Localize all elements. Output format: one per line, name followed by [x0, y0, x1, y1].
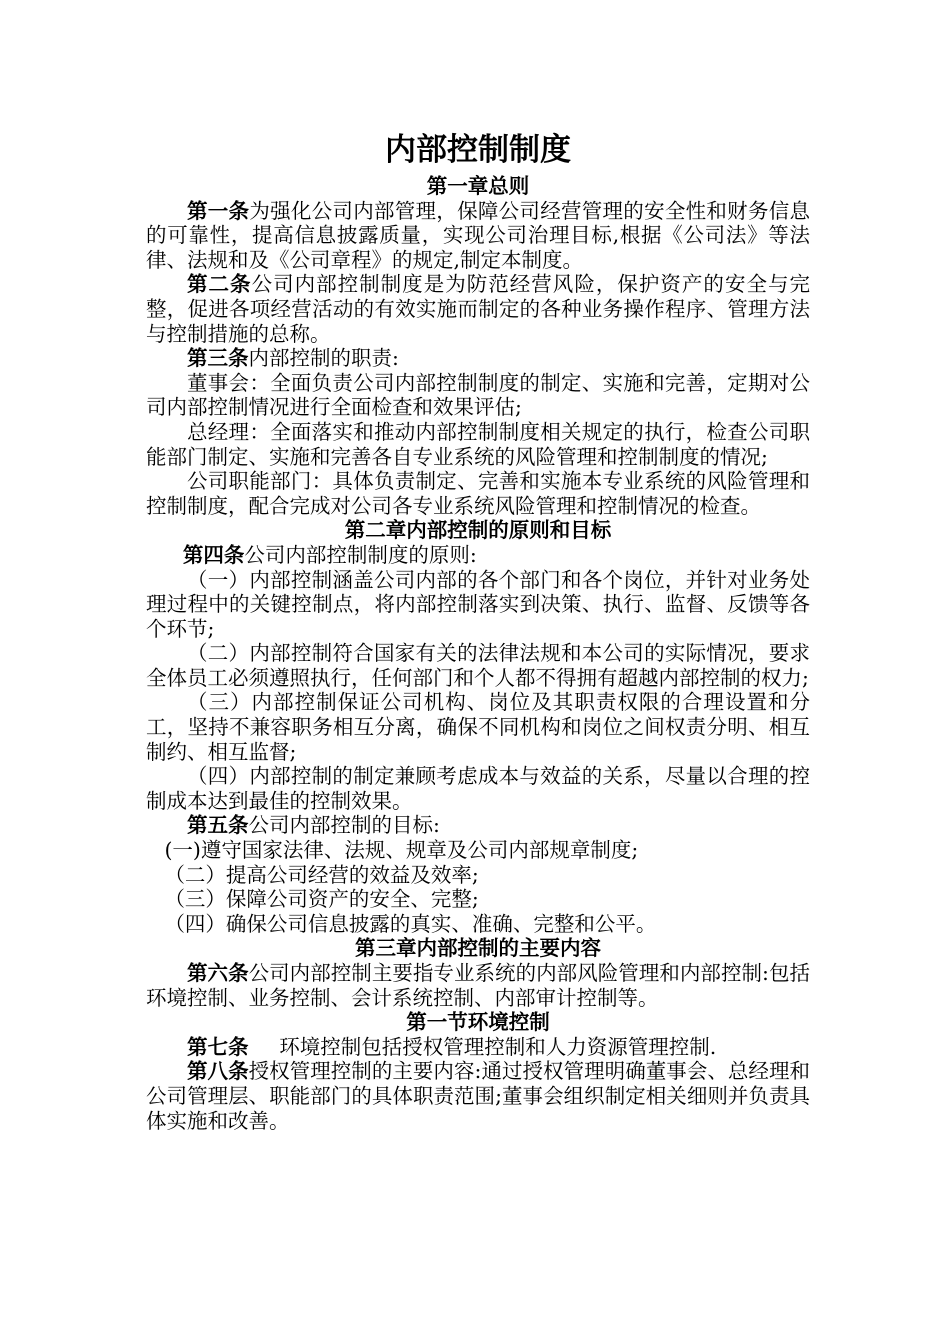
section-heading: 第一节环境控制 [406, 1010, 550, 1035]
principle-paragraph: （四）内部控制的制定兼顾考虑成本与效益的关系，尽量以合理的控制成本达到最佳的控制效果。 [146, 764, 810, 813]
article-text: 公司内部控制制度是为防范经营风险，保护资产的安全与完整，促进各项经营活动的有效实施而制定的各种业务操作程序、管理方法与控制措施的总称。 [146, 272, 811, 346]
article-paragraph [146, 272, 810, 346]
article-paragraph [146, 1059, 810, 1133]
article-text: 公司内部控制制度的原则: [244, 542, 477, 567]
chapter-heading: 第一章总则 [426, 174, 530, 198]
article-label: 第七条 [187, 1034, 249, 1059]
article-paragraph [146, 961, 810, 1010]
article-label: 第六条 [187, 961, 249, 985]
goal-item: （三）保障公司资产的安全、完整; [164, 887, 479, 912]
goal-item: （二）提高公司经营的效益及效率; [164, 862, 479, 887]
article-paragraph [146, 346, 810, 371]
duty-gm-paragraph: 总经理：全面落实和推动内部控制制度相关规定的执行，检查公司职能部门制定、实施和完善各自专业系统的风险管理和控制制度的情况; [146, 419, 810, 469]
article-text: 为强化公司内部管理，保障公司经营管理的安全性和财务信息的可靠性，提高信息披露质量，实现公司治理目标,根据《公司法》等法律、法规和及《公司章程》的规定,制定本制度。 [146, 198, 810, 272]
article-text: 公司内部控制主要指专业系统的内部风险管理和内部控制:包括环境控制、业务控制、会计系统控制、内部审计控制等。 [146, 961, 810, 1010]
chapter-heading: 第二章内部控制的原则和目标 [344, 518, 612, 543]
article-label: 第五条 [187, 813, 249, 838]
article-text: 环境控制包括授权管理控制和人力资源管理控制. [279, 1034, 717, 1059]
article-paragraph [146, 813, 810, 838]
document-title: 内部控制制度 [385, 132, 571, 168]
principle-paragraph: （三）内部控制保证公司机构、岗位及其职责权限的合理设置和分工，坚持不兼容职务相互分离，确保不同机构和岗位之间权责分明、相互制约、相互监督; [146, 690, 810, 764]
principle-paragraph: （二）内部控制符合国家有关的法律法规和本公司的实际情况，要求全体员工必须遵照执行，任何部门和个人都不得拥有超越内部控制的权力; [146, 641, 810, 690]
article-text: 公司内部控制的目标: [248, 813, 440, 838]
goal-item: (一)遵守国家法律、法规、规章及公司内部规章制度; [164, 838, 639, 863]
goal-item: （四）确保公司信息披露的真实、准确、完整和公平。 [164, 911, 657, 936]
chapter-heading: 第三章内部控制的主要内容 [355, 936, 601, 961]
article-text: 内部控制的职责: [248, 346, 399, 371]
duty-dept-paragraph: 公司职能部门：具体负责制定、完善和实施本专业系统的风险管理和控制制度，配合完成对公司各专业系统风险管理和控制情况的检查。 [146, 469, 810, 518]
article-label: 第四条 [182, 542, 245, 567]
article-label: 第一条 [187, 198, 250, 223]
article-paragraph [146, 199, 810, 273]
duty-board-paragraph: 董事会：全面负责公司内部控制制度的制定、实施和完善，定期对公司内部控制情况进行全面检查和效果评估; [146, 370, 810, 420]
article-label: 第八条 [187, 1059, 249, 1084]
article-label: 第三条 [187, 346, 249, 371]
principle-paragraph: （一）内部控制涵盖公司内部的各个部门和各个岗位，并针对业务处理过程中的关键控制点，将内部控制落实到决策、执行、监督、反馈等各个环节; [146, 567, 810, 641]
article-paragraph [146, 1035, 810, 1060]
article-paragraph [146, 543, 810, 568]
article-text: 授权管理控制的主要内容:通过授权管理明确董事会、总经理和公司管理层、职能部门的具体职责范围;董事会组织制定相关细则并负责具体实施和改善。 [146, 1059, 810, 1133]
article-label: 第二条 [187, 272, 252, 297]
